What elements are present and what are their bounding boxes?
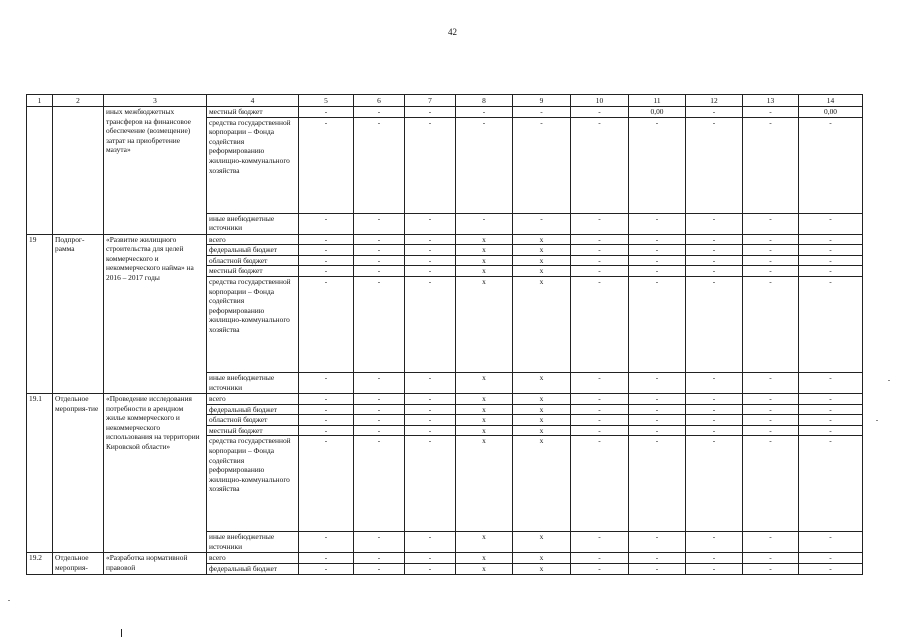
value-cell: - [799,415,863,426]
value-cell: - [299,372,354,393]
value-cell: - [686,415,743,426]
header-row [27,95,863,107]
value-cell: - [456,213,513,234]
value-cell: - [686,532,743,553]
value-cell: - [299,213,354,234]
value-cell: - [799,532,863,553]
value-cell: - [743,255,799,266]
item-type [53,107,104,235]
item-number: 19.1 [27,393,53,552]
value-cell: - [299,553,354,564]
budget-table [26,94,863,575]
value-cell: x [513,563,571,574]
value-cell: - [405,213,456,234]
funding-source: средства государственной корпорации – Фонда содействия реформированию жилищно-коммунального хозяйства [207,117,299,213]
value-cell: - [571,266,629,277]
value-cell: - [799,436,863,532]
value-cell: - [743,276,799,372]
value-cell: - [799,245,863,256]
value-cell: x [513,276,571,372]
column-header: 1 [27,95,53,107]
item-number: 19 [27,234,53,393]
item-number: 19.2 [27,553,53,574]
column-header: 2 [53,95,104,107]
value-cell: - [799,276,863,372]
value-cell: - [629,553,686,564]
value-cell: - [299,436,354,532]
value-cell: - [513,117,571,213]
value-cell: - [743,213,799,234]
value-cell: - [571,107,629,118]
value-cell: x [456,532,513,553]
value-cell: - [629,563,686,574]
value-cell: - [799,563,863,574]
value-cell: - [405,266,456,277]
value-cell: - [299,404,354,415]
value-cell: - [743,107,799,118]
value-cell: x [513,532,571,553]
value-cell: - [405,234,456,245]
value-cell: - [456,107,513,118]
value-cell: - [743,553,799,564]
scan-speck [876,420,878,421]
value-cell: - [571,532,629,553]
value-cell: - [405,425,456,436]
value-cell: - [799,425,863,436]
value-cell: - [571,393,629,404]
column-header: 10 [571,95,629,107]
value-cell: - [405,415,456,426]
item-name: «Проведение исследования потребности в арендном жилье коммерческого и некоммерческого использования на территории Кировской области» [104,393,207,552]
value-cell: - [299,234,354,245]
value-cell: - [354,255,405,266]
value-cell: - [799,255,863,266]
scan-speck [888,380,890,381]
item-type: Отдельное мероприя-тие [53,393,104,552]
value-cell: x [513,553,571,564]
value-cell: - [743,404,799,415]
value-cell: - [686,393,743,404]
value-cell: - [456,117,513,213]
item-number [27,107,53,235]
funding-source: средства государственной корпорации – Фонда содействия реформированию жилищно-коммунального хозяйства [207,436,299,532]
value-cell: - [743,234,799,245]
value-cell: - [743,436,799,532]
value-cell: - [354,393,405,404]
value-cell: x [513,404,571,415]
value-cell: - [686,234,743,245]
value-cell: - [299,117,354,213]
value-cell: - [743,372,799,393]
funding-source: всего [207,553,299,564]
value-cell: - [799,404,863,415]
value-cell: - [405,107,456,118]
value-cell: - [513,213,571,234]
value-cell: - [405,404,456,415]
funding-source: федеральный бюджет [207,245,299,256]
value-cell: - [571,117,629,213]
value-cell: - [405,255,456,266]
value-cell: - [571,213,629,234]
column-header: 3 [104,95,207,107]
value-cell: - [799,213,863,234]
column-header: 14 [799,95,863,107]
budget-table-container [26,94,862,575]
scan-speck [8,600,10,601]
column-header: 7 [405,95,456,107]
funding-source: областной бюджет [207,255,299,266]
value-cell: - [299,276,354,372]
item-name: иных межбюджетных трансферов на финансовое обеспечение (возмещение) затрат на приобретение мазута» [104,107,207,235]
funding-source: иные внебюджетные источники [207,372,299,393]
value-cell: x [456,255,513,266]
value-cell: - [686,425,743,436]
value-cell: - [571,436,629,532]
value-cell: - [299,425,354,436]
value-cell: x [456,553,513,564]
value-cell: - [354,553,405,564]
value-cell: - [686,404,743,415]
value-cell: - [686,117,743,213]
value-cell: - [686,553,743,564]
column-header: 11 [629,95,686,107]
item-name: «Разработка нормативной правовой [104,553,207,574]
value-cell: - [686,266,743,277]
value-cell: x [456,425,513,436]
value-cell: - [571,234,629,245]
value-cell: - [299,255,354,266]
value-cell: x [513,255,571,266]
value-cell: - [629,255,686,266]
value-cell: - [299,532,354,553]
value-cell: - [513,107,571,118]
value-cell: - [405,393,456,404]
value-cell: - [629,245,686,256]
value-cell: - [686,107,743,118]
value-cell: - [354,415,405,426]
value-cell: - [571,415,629,426]
value-cell: x [456,415,513,426]
column-header: 5 [299,95,354,107]
value-cell: - [743,117,799,213]
value-cell: - [405,117,456,213]
value-cell: - [299,266,354,277]
value-cell: - [405,553,456,564]
value-cell: x [456,276,513,372]
funding-source: областной бюджет [207,415,299,426]
value-cell: - [405,563,456,574]
value-cell: 0,00 [629,107,686,118]
value-cell: x [456,266,513,277]
value-cell: - [571,425,629,436]
value-cell: - [571,404,629,415]
value-cell: - [743,563,799,574]
value-cell: - [299,415,354,426]
value-cell: - [405,245,456,256]
funding-source: иные внебюджетные источники [207,213,299,234]
column-header: 12 [686,95,743,107]
value-cell: - [354,245,405,256]
value-cell: x [456,372,513,393]
item-type: Отдельное мероприя- [53,553,104,574]
value-cell: - [571,276,629,372]
value-cell: - [299,563,354,574]
value-cell: - [799,117,863,213]
value-cell: - [629,393,686,404]
value-cell: - [629,436,686,532]
value-cell: - [799,234,863,245]
column-header: 8 [456,95,513,107]
value-cell: - [799,372,863,393]
item-name: «Развитие жилищного строительства для целей коммерческого и некоммерческого найма» на 2016 – 2017 годы [104,234,207,393]
value-cell: - [629,415,686,426]
value-cell: - [354,563,405,574]
value-cell: - [354,404,405,415]
value-cell: x [513,234,571,245]
value-cell: - [299,107,354,118]
scan-mark [121,629,122,637]
value-cell: - [354,213,405,234]
column-header: 9 [513,95,571,107]
value-cell: - [629,404,686,415]
value-cell: x [456,245,513,256]
value-cell: - [354,276,405,372]
value-cell: - [354,266,405,277]
value-cell: - [686,255,743,266]
value-cell: - [686,372,743,393]
value-cell: x [513,266,571,277]
value-cell: x [456,234,513,245]
value-cell: - [571,372,629,393]
page-number: 42 [448,27,457,37]
table-row [27,393,863,404]
value-cell: - [405,436,456,532]
value-cell: - [571,245,629,256]
funding-source: средства государственной корпорации – Фонда содействия реформированию жилищно-коммунального хозяйства [207,276,299,372]
value-cell: - [354,425,405,436]
value-cell: 0,00 [799,107,863,118]
value-cell: - [405,276,456,372]
funding-source: иные внебюджетные источники [207,532,299,553]
value-cell: - [299,245,354,256]
value-cell: x [513,245,571,256]
value-cell: - [629,425,686,436]
value-cell: x [513,393,571,404]
value-cell: - [299,393,354,404]
value-cell: - [571,255,629,266]
value-cell: - [405,532,456,553]
value-cell: - [354,532,405,553]
value-cell: - [629,213,686,234]
funding-source: местный бюджет [207,107,299,118]
value-cell: - [799,266,863,277]
table-body [27,107,863,575]
value-cell: x [513,415,571,426]
value-cell: x [513,372,571,393]
value-cell: - [629,276,686,372]
value-cell: - [571,563,629,574]
funding-source: всего [207,393,299,404]
table-row [27,107,863,118]
value-cell: - [743,245,799,256]
value-cell: - [354,436,405,532]
value-cell: - [629,266,686,277]
value-cell: x [513,436,571,532]
value-cell: - [686,245,743,256]
funding-source: федеральный бюджет [207,563,299,574]
item-type: Подпрог-рамма [53,234,104,393]
funding-source: местный бюджет [207,266,299,277]
column-header: 6 [354,95,405,107]
value-cell: - [629,234,686,245]
value-cell: - [629,372,686,393]
value-cell: - [686,276,743,372]
table-row [27,553,863,564]
value-cell: - [686,436,743,532]
value-cell: - [686,213,743,234]
value-cell: - [799,553,863,564]
value-cell: - [354,117,405,213]
value-cell: - [743,532,799,553]
value-cell: - [743,266,799,277]
value-cell: - [571,553,629,564]
value-cell: x [513,425,571,436]
value-cell: x [456,436,513,532]
value-cell: x [456,563,513,574]
funding-source: федеральный бюджет [207,404,299,415]
value-cell: x [456,393,513,404]
value-cell: - [743,425,799,436]
column-header: 4 [207,95,299,107]
funding-source: местный бюджет [207,425,299,436]
value-cell: - [686,563,743,574]
funding-source: всего [207,234,299,245]
value-cell: - [354,107,405,118]
value-cell: x [456,404,513,415]
table-row [27,234,863,245]
value-cell: - [629,532,686,553]
value-cell: - [743,393,799,404]
value-cell: - [629,117,686,213]
value-cell: - [799,393,863,404]
value-cell: - [743,415,799,426]
value-cell: - [405,372,456,393]
column-header: 13 [743,95,799,107]
value-cell: - [354,372,405,393]
value-cell: - [354,234,405,245]
